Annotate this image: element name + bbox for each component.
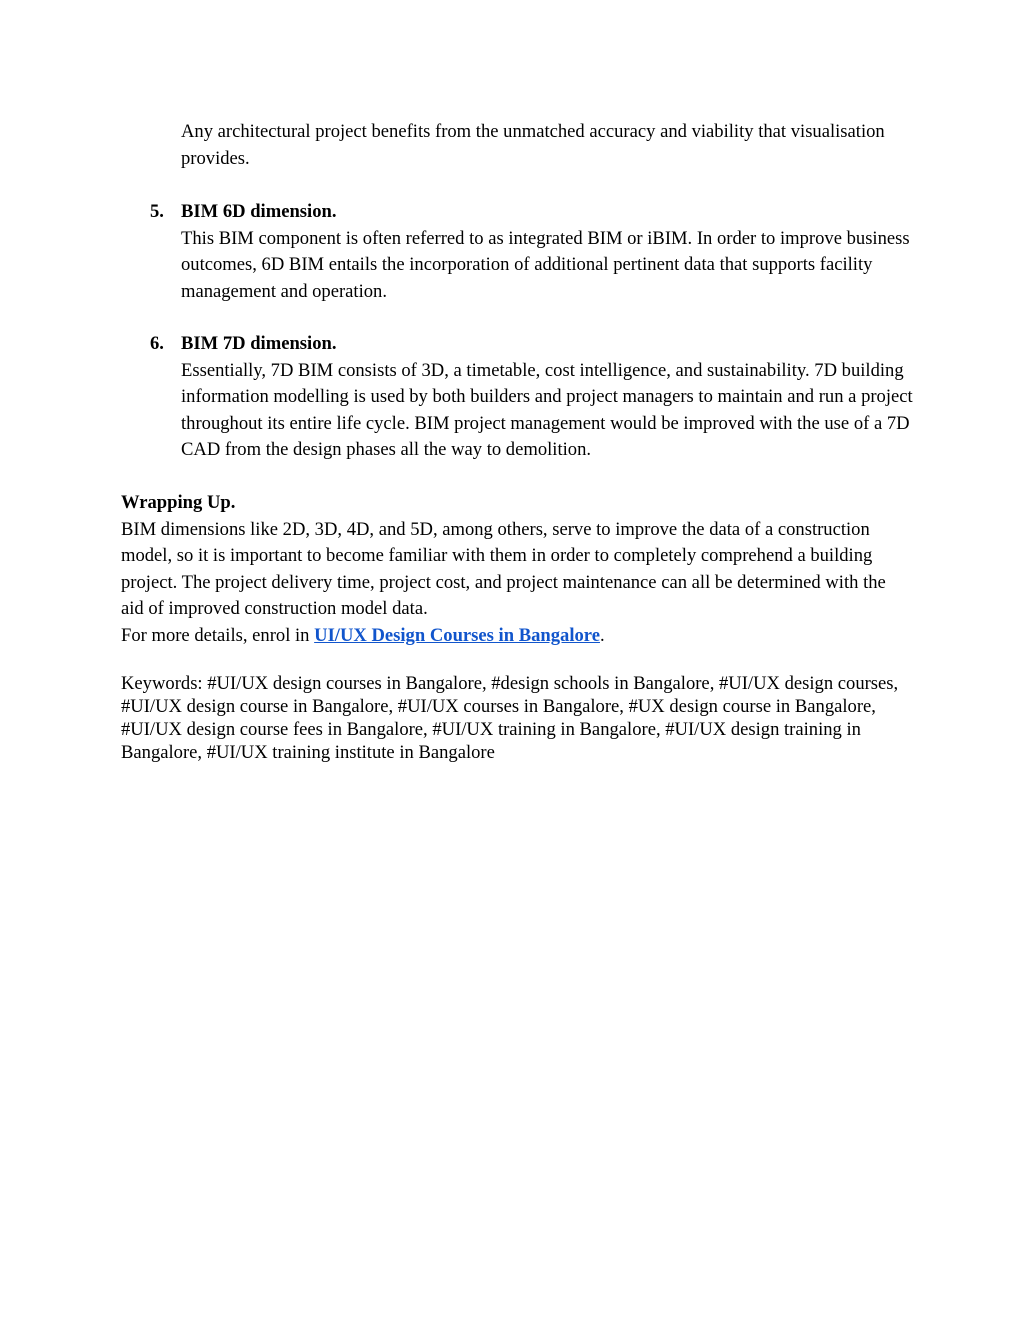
list-item-heading: BIM 7D dimension. xyxy=(181,333,337,354)
list-number-5: 5. xyxy=(150,201,164,222)
intro-paragraph: Any architectural project benefits from the unmatched accuracy and viability that visualisation provides. xyxy=(181,121,885,169)
list-item-body: Essentially, 7D BIM consists of 3D, a timetable, cost intelligence, and sustainability. 7D building information modelling is used by both builders and project managers to maintain and run a project throughout its entire life cycle. BIM project management would be improved with the use of a 7D CAD from the design phases all the way to demolition. xyxy=(181,359,913,460)
keywords-paragraph: Keywords: #UI/UX design courses in Bangalore, #design schools in Bangalore, #UI/UX design courses, #UI/UX design course in Bangalore, #UI/UX courses in Bangalore, #UX design course in Bangalore, #UI/UX design course fees in Bangalore, #UI/UX training in Bangalore, #UI/UX design training in Bangalore, #UI/UX training institute in Bangalore xyxy=(121,673,899,763)
cta-suffix: . xyxy=(599,624,605,646)
list-item-heading: BIM 6D dimension. xyxy=(181,201,337,222)
cta-prefix: For more details, enrol in xyxy=(121,624,315,646)
wrap-up-section xyxy=(121,490,911,649)
list-number-6: 6. xyxy=(150,333,164,354)
wrap-up-body: BIM dimensions like 2D, 3D, 4D, and 5D, among others, serve to improve the data of a construction model, so it is important to become familiar with them in order to completely comprehend a building project. The project delivery time, project cost, and project maintenance can all be determined with the aid of improved construction model data. xyxy=(121,518,886,619)
course-link[interactable]: UI/UX Design Courses in Bangalore xyxy=(314,624,600,646)
list-item-6d xyxy=(181,199,921,305)
list-item-7d xyxy=(181,331,921,464)
list-item-body: This BIM component is often referred to as integrated BIM or iBIM. In order to improve business outcomes, 6D BIM entails the incorporation of additional pertinent data that supports facility management and operation. xyxy=(181,227,910,302)
wrap-up-heading: Wrapping Up. xyxy=(121,492,236,513)
